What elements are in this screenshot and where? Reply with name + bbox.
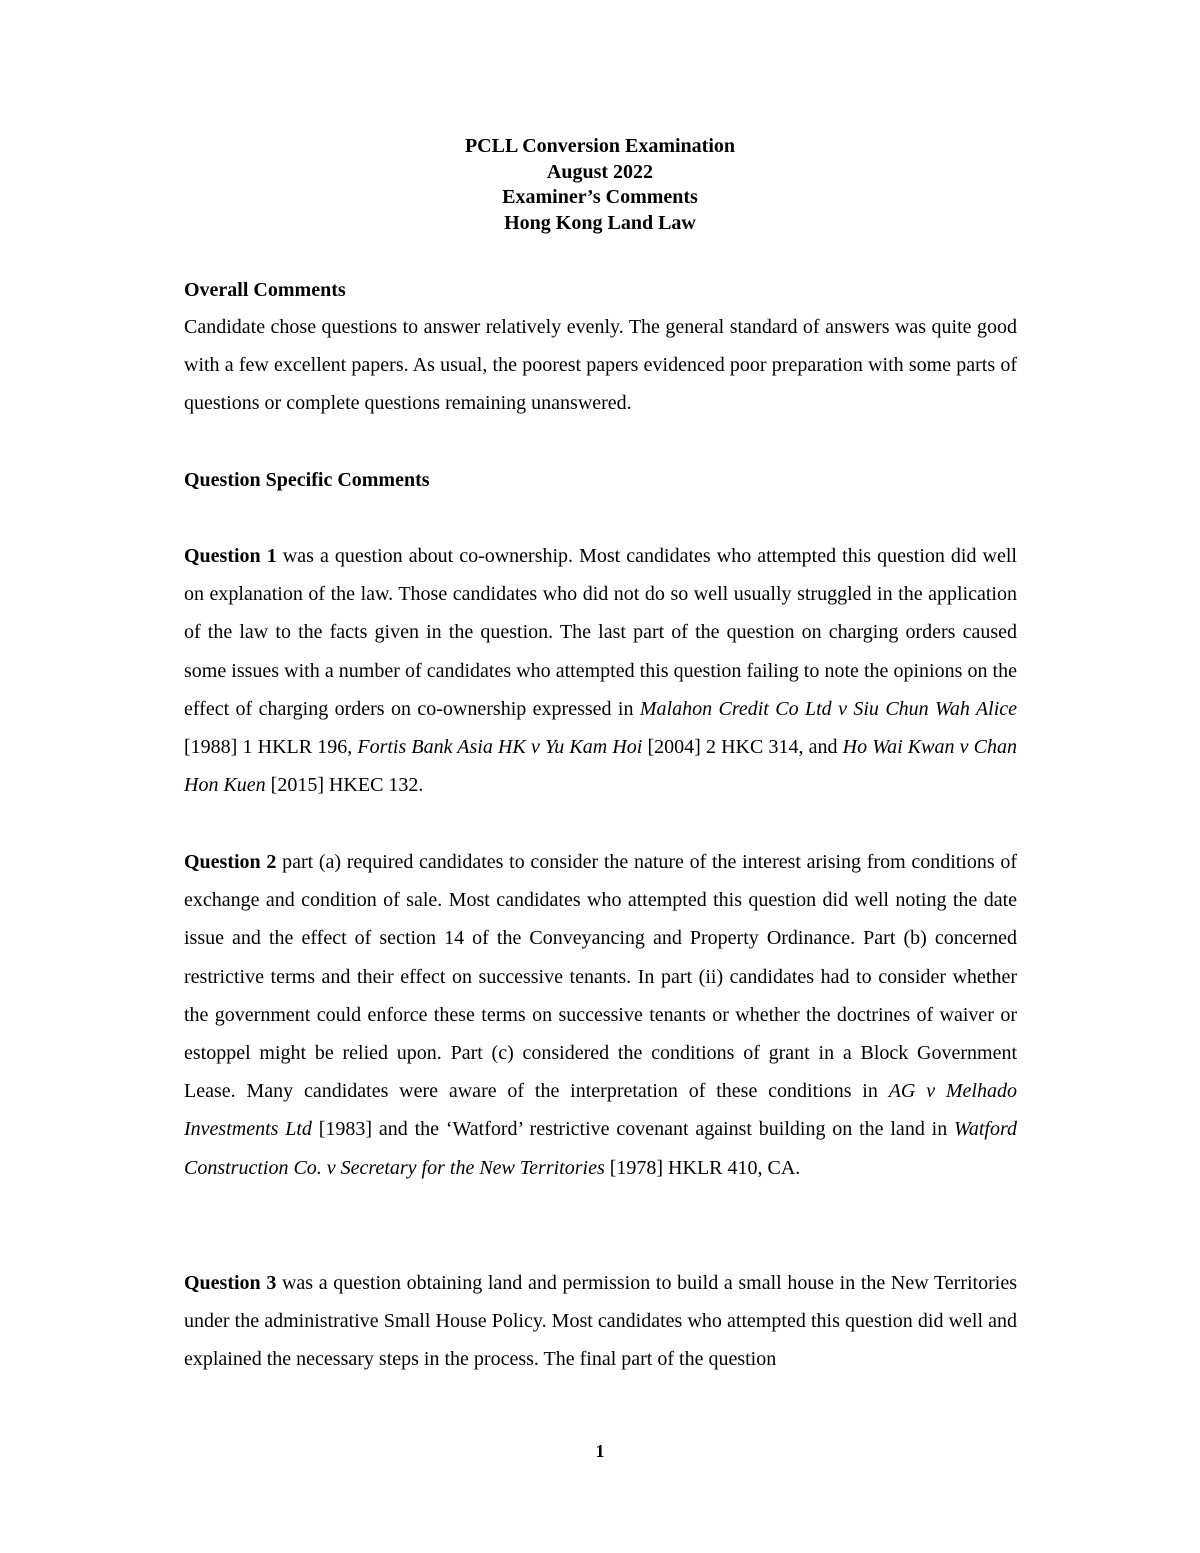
question-3-label: Question 3 (184, 1272, 277, 1294)
overall-comments-paragraph: Candidate chose questions to answer relatively evenly. The general standard of answers was quite good with a few excellent papers. As usual, the poorest papers evidenced poor preparation with some parts of questions or complete questions remaining unanswered. (184, 316, 1017, 415)
case-citation: Watford Construction Co. v Secretary for the New Territories (184, 1118, 1018, 1179)
report-type: Examiner’s Comments (502, 186, 698, 208)
question-1-text-a: was a question about co-ownership. Most candidates who attempted this question did well on explanation of the law. Those candidates who did not do so well usually struggled in the application of the law to the facts given in the question. The last part of the question on charging orders caused some issues with a number of candidates who attempted this question failing to note the opinions on the effect of charging orders on co-ownership expressed in (184, 545, 1017, 720)
question-3-paragraph (184, 1264, 1017, 1379)
case-citation: Malahon Credit Co Ltd v Siu Chun Wah Alice (639, 697, 1017, 720)
question-2-text-a: part (a) required candidates to consider the nature of the interest arising from conditions of exchange and condition of sale. Most candidates who attempted this question did well noting the date issue and the effect of section 14 of the Conveyancing and Property Ordinance. Part (b) concerned restrictive terms and their effect on successive tenants. In part (ii) candidates had to consider whether the government could enforce these terms on successive tenants or whether the doctrines of waiver or estoppel might be relied upon. Part (c) considered the conditions of grant in a Block Government Lease. Many candidates were aware of the interpretation of these conditions in (184, 851, 1017, 1103)
question-1-text-d: [2015] HKEC 132. (265, 774, 424, 797)
question-specific-heading: Question Specific Comments (184, 469, 430, 491)
case-citation: Fortis Bank Asia HK v Yu Kam Hoi (357, 736, 643, 759)
question-2-paragraph (184, 843, 1017, 1187)
question-2-label: Question 2 (184, 851, 277, 873)
exam-date: August 2022 (546, 160, 654, 183)
subject-title: Hong Kong Land Law (504, 211, 696, 234)
exam-title: PCLL Conversion Examination (464, 135, 736, 157)
question-1-text-b: [1988] 1 HKLR 196, (184, 736, 358, 759)
page-number: 1 (595, 1441, 605, 1461)
question-1-text-c: [2004] 2 HKC 314, and (642, 736, 843, 759)
case-citation: AG v Melhado Investments Ltd (184, 1080, 1017, 1141)
case-citation: Ho Wai Kwan v Chan Hon Kuen (184, 736, 1017, 797)
document-title-block (0, 134, 1200, 236)
question-1-label: Question 1 (184, 545, 277, 567)
question-1-paragraph (184, 537, 1017, 804)
question-3-text: was a question obtaining land and permission to build a small house in the New Territories under the administrative Small House Policy. Most candidates who attempted this question did well and explained the necessary steps in the process. The final part of the question (184, 1272, 1017, 1371)
question-2-text-b: [1983] and the ‘Watford’ restrictive covenant against building on the land in (311, 1118, 955, 1141)
overall-comments-heading: Overall Comments (184, 279, 346, 301)
question-2-text-c: [1978] HKLR 410, CA. (604, 1156, 801, 1179)
